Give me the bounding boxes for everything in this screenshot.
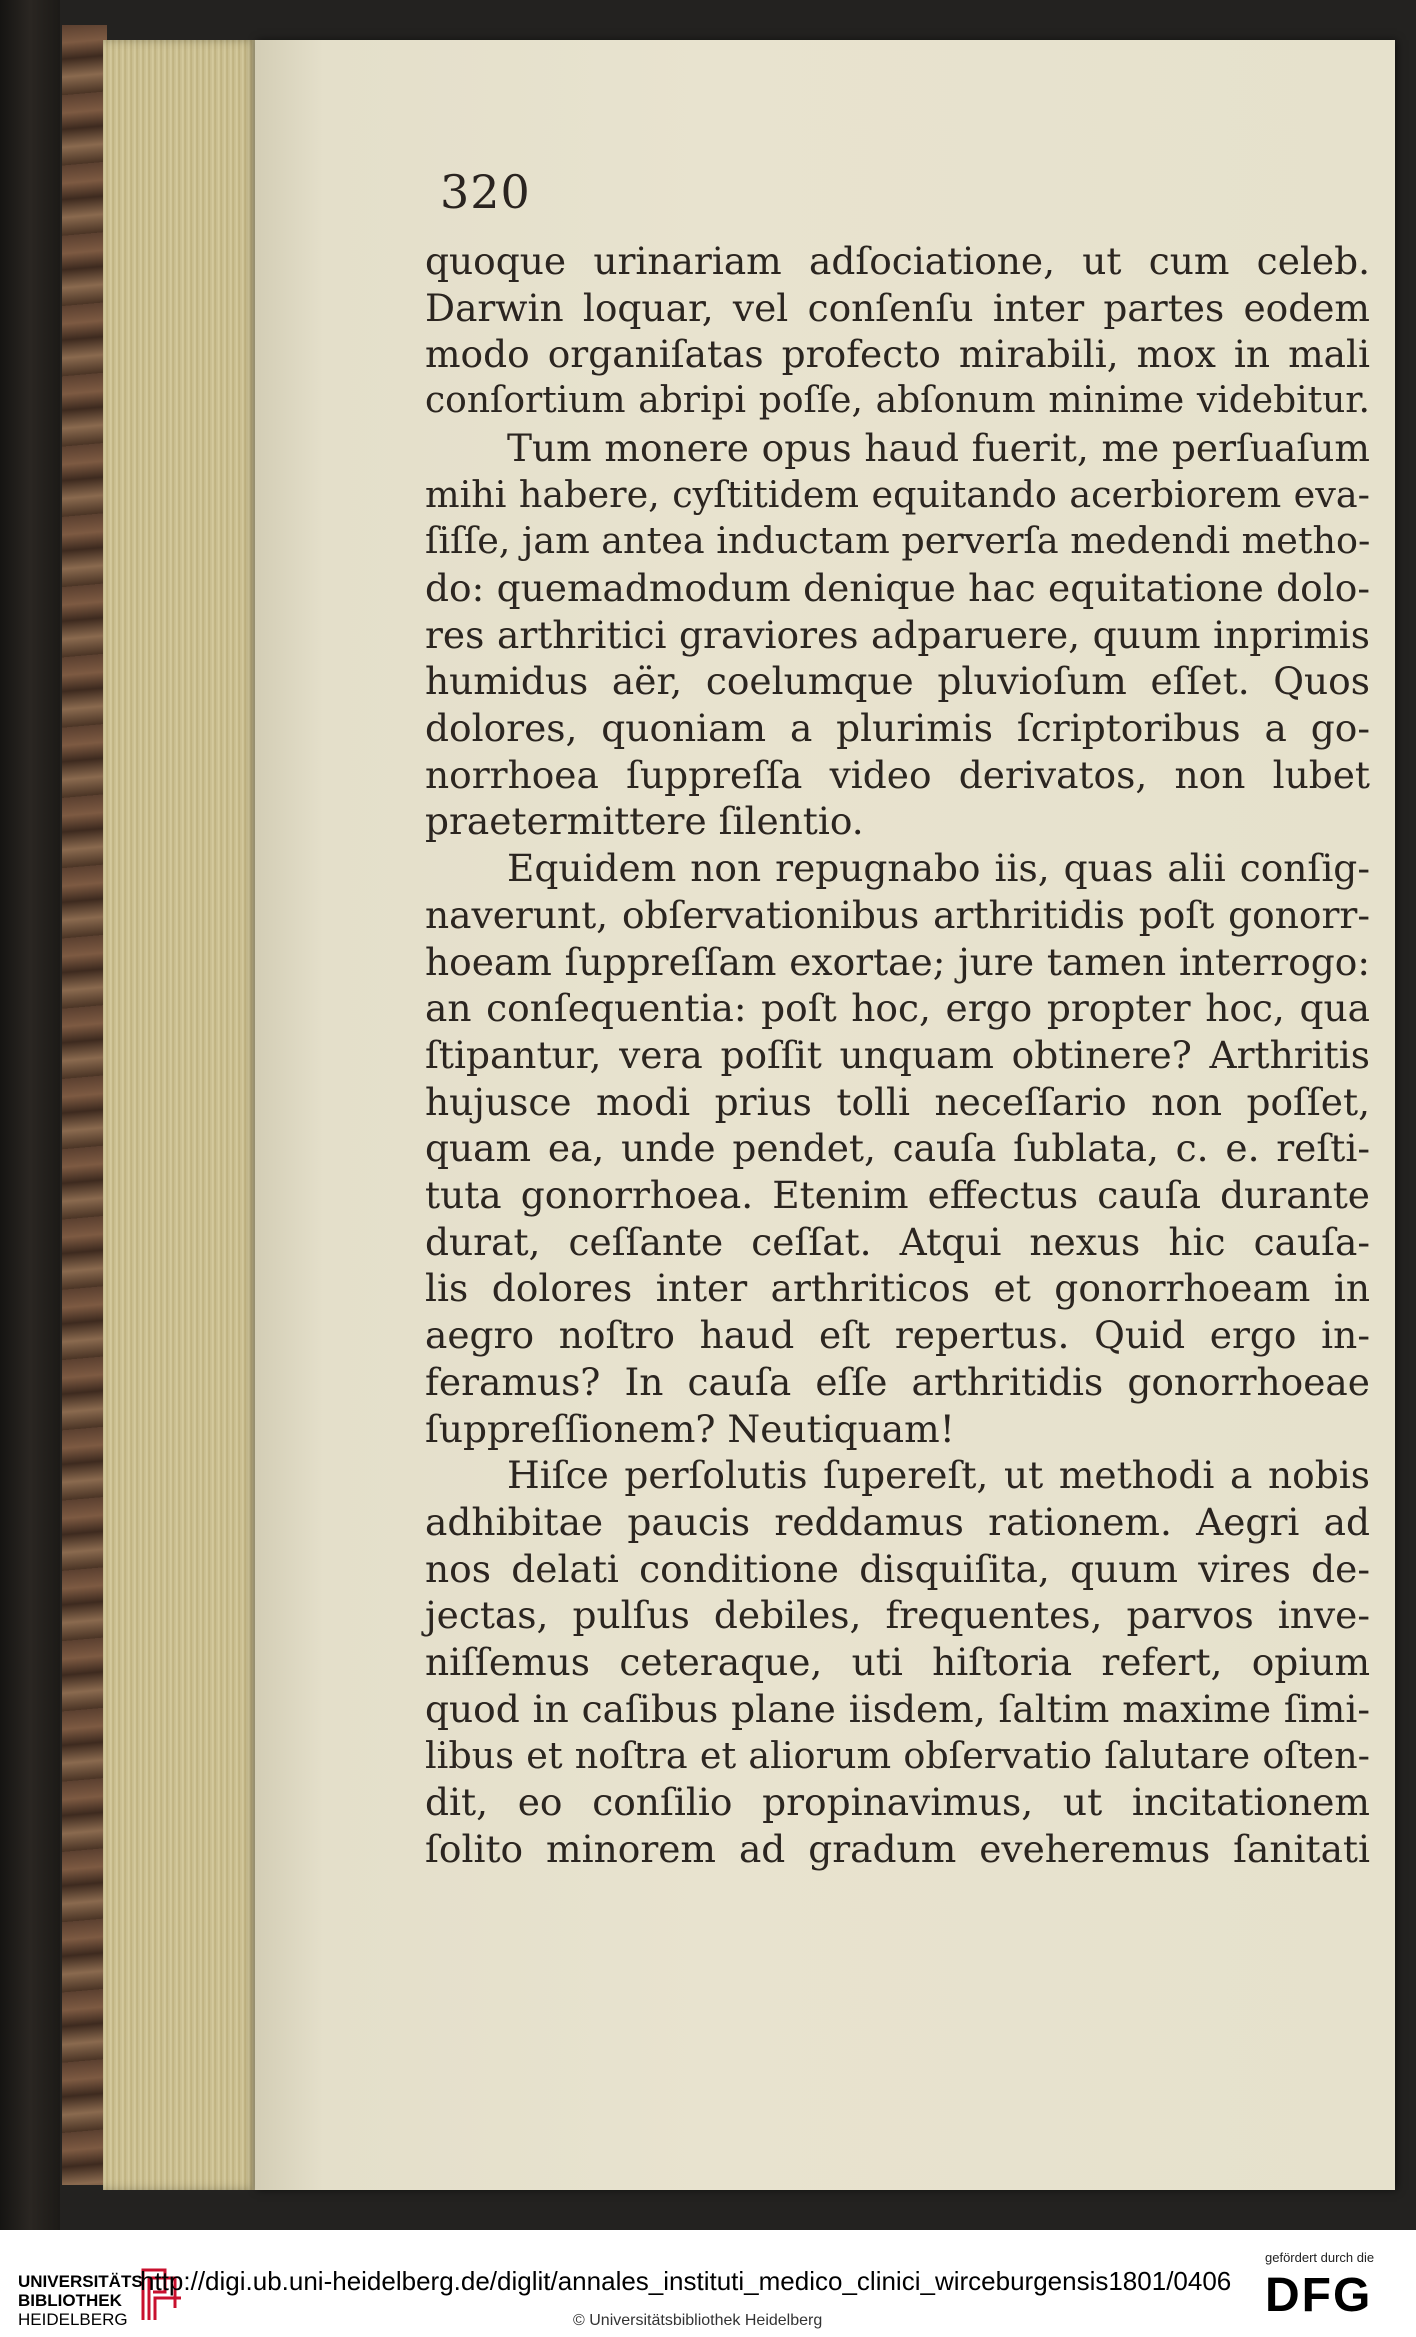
page-number: 320 bbox=[440, 165, 531, 219]
logo-line-2: BIBLIOTHEK bbox=[18, 2291, 122, 2310]
text-line: dit, eo conſilio propinavimus, ut incitationem bbox=[425, 1780, 1370, 1825]
text-line: an conſequentia: poſt hoc, ergo propter hoc, qua bbox=[425, 986, 1370, 1031]
sponsor-label: gefördert durch die bbox=[1265, 2250, 1375, 2265]
text-line: hujusce modi prius tolli neceſſario non poſſet, bbox=[425, 1079, 1370, 1124]
text-line: jectas, pulſus debiles, frequentes, parvos inve- bbox=[425, 1593, 1370, 1638]
text-line: humidus aër, coelumque pluvioſum eſſet. Quos bbox=[425, 659, 1370, 704]
logo-line-3: HEIDELBERG bbox=[18, 2310, 128, 2329]
text-line: lis dolores inter arthriticos et gonorrhoeam in bbox=[425, 1266, 1370, 1311]
text-line: quod in caſibus plane iisdem, ſaltim maxime ſimi- bbox=[425, 1686, 1370, 1731]
text-line: res arthritici graviores adparuere, quum inprimis bbox=[425, 612, 1370, 657]
book-cover-edge bbox=[0, 0, 60, 2230]
text-line: conſortium abripi poſſe, abſonum minime videbitur. bbox=[425, 380, 1370, 422]
text-line: Hiſce perſolutis ſupereſt, ut methodi a nobis bbox=[507, 1453, 1370, 1498]
text-line: do: quemadmodum denique hac equitatione dolo- bbox=[425, 565, 1370, 610]
library-logo[interactable] bbox=[18, 2272, 143, 2329]
text-line: aegro noſtro haud eſt repertus. Quid ergo in- bbox=[425, 1313, 1370, 1358]
text-line: naverunt, obſervationibus arthritidis poſt gonorr- bbox=[425, 892, 1370, 937]
text-line: ſuppreſſionem? Neutiquam! bbox=[425, 1406, 955, 1451]
text-line: adhibitae paucis reddamus rationem. Aegri ad bbox=[425, 1499, 1370, 1544]
text-line: ſtipantur, vera poſſit unquam obtinere? Arthritis bbox=[425, 1032, 1370, 1077]
text-line: quam ea, unde pendet, cauſa ſublata, c. e. reſti- bbox=[425, 1126, 1370, 1171]
text-line: hoeam ſuppreſſam exortae; jure tamen interrogo: bbox=[425, 939, 1370, 984]
text-line: niſſemus ceteraque, uti hiſtoria refert, opium bbox=[425, 1640, 1370, 1685]
dfg-logo[interactable]: DFG bbox=[1265, 2269, 1373, 2322]
text-line: mihi habere, cyſtitidem equitando acerbiorem eva- bbox=[425, 472, 1370, 516]
text-line: durat, ceſſante ceſſat. Atqui nexus hic cauſa- bbox=[425, 1219, 1370, 1264]
text-line: Tum monere opus haud fuerit, me perſuaſum bbox=[507, 425, 1370, 470]
page-text bbox=[425, 238, 1370, 1873]
text-line: quoque urinariam adſociatione, ut cum celeb. bbox=[425, 239, 1370, 283]
text-line: praetermittere ſilentio. bbox=[425, 799, 864, 844]
text-line: libus et noſtra et aliorum obſervatio ſalutare oſten- bbox=[425, 1733, 1370, 1777]
text-line: tuta gonorrhoea. Etenim effectus cauſa durante bbox=[425, 1173, 1370, 1218]
marbled-cover bbox=[62, 25, 107, 2185]
text-line: modo organiſatas profecto mirabili, mox in mali bbox=[425, 332, 1370, 377]
text-line: dolores, quoniam a plurimis ſcriptoribus a go- bbox=[425, 706, 1370, 751]
text-line: nos delati conditione disquiſita, quum vires de- bbox=[425, 1546, 1370, 1591]
text-line: Equidem non repugnabo iis, quas alii conſig- bbox=[507, 846, 1370, 891]
logo-line-1: UNIVERSITÄTS bbox=[18, 2272, 143, 2291]
copyright-notice: © Universitätsbibliothek Heidelberg bbox=[573, 2312, 823, 2329]
text-line: ſiſſe, jam antea inductam perverſa medendi metho- bbox=[425, 519, 1371, 563]
source-url-link[interactable]: http://digi.ub.uni-heidelberg.de/diglit/annales_instituti_medico_clinici_wirceburgensis1801/0406 bbox=[140, 2266, 1232, 2296]
text-line: feramus? In cauſa eſſe arthritidis gonorrhoeae bbox=[425, 1359, 1370, 1404]
footer-bar bbox=[0, 2230, 1416, 2337]
page-block-edge bbox=[103, 40, 258, 2190]
text-line: Darwin loquar, vel conſenſu inter partes eodem bbox=[425, 285, 1370, 330]
text-line: ſolito minorem ad gradum eveheremus ſanitati bbox=[425, 1826, 1370, 1871]
text-line: norrhoea ſuppreſſa video derivatos, non lubet bbox=[425, 752, 1370, 797]
